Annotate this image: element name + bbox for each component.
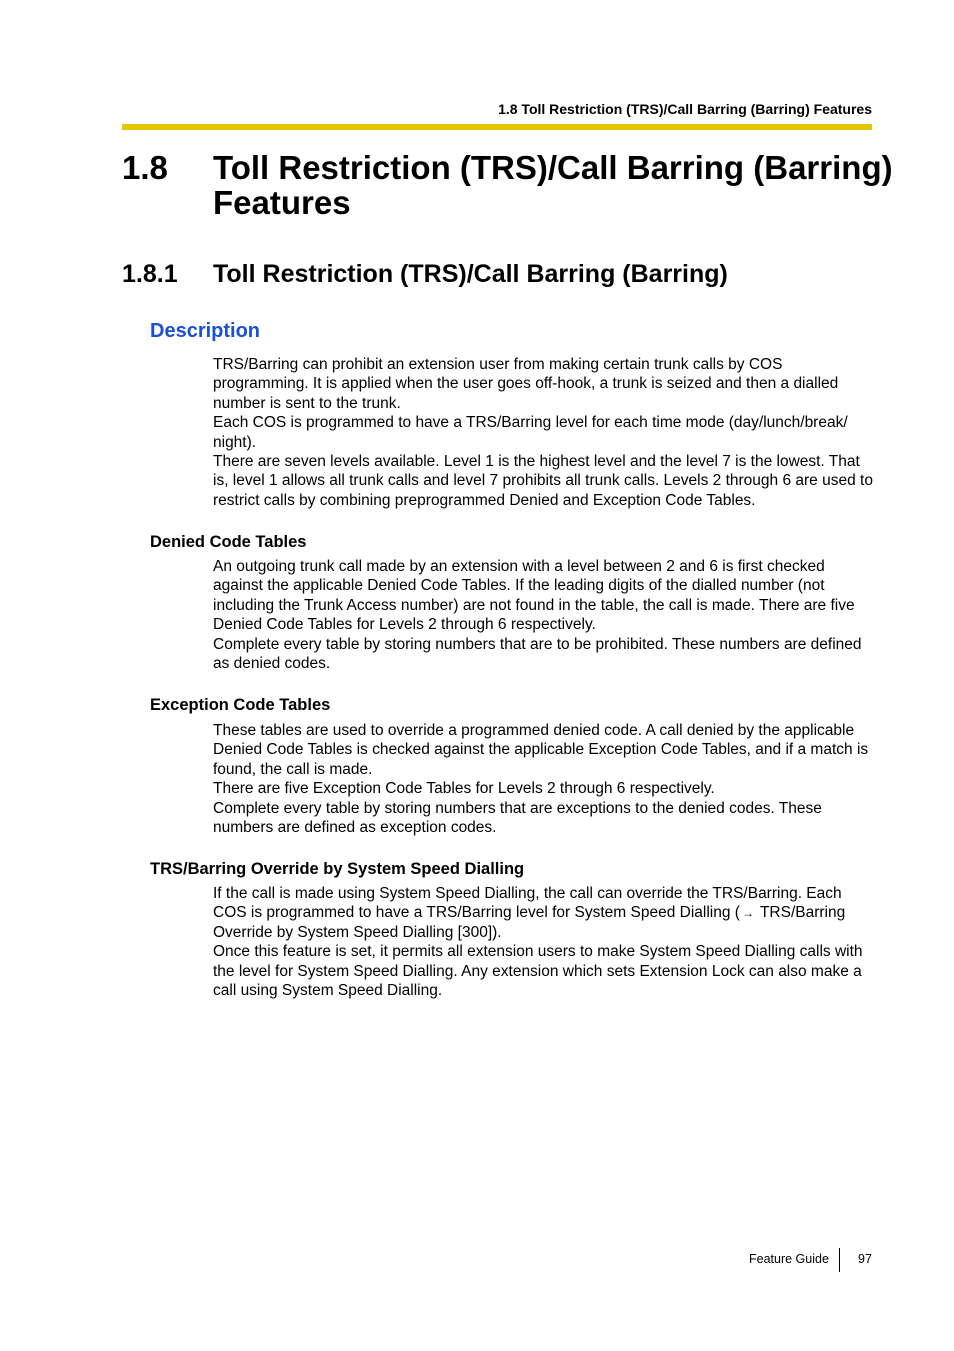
description-paragraph: TRS/Barring can prohibit an extension user from making certain trunk calls by COS programming. It is applied when the user goes off-hook, a trunk is seized and then a dialled number is sent to the trunk. <box>213 356 839 412</box>
chapter-number: 1.8 <box>122 149 168 186</box>
exception-code-tables-heading: Exception Code Tables <box>150 696 331 714</box>
cross-reference-link[interactable]: TRS/Barring Override by System Speed Dialling [300]). <box>213 904 846 942</box>
denied-code-tables-body <box>213 557 873 673</box>
override-paragraph-2: Once this feature is set, it permits all extension users to make System Speed Dialling calls with the level for System Speed Dialling. Any extension which sets Extension Lock can also make a call using System Speed Dialling. <box>213 943 863 1000</box>
section-number: 1.8.1 <box>122 260 178 288</box>
override-text-before: If the call is made using System Speed Dialling, the call can override the TRS/Barring. Each COS is programmed to have a TRS/Barring level for System Speed Dialling ( <box>213 885 842 922</box>
denied-paragraph: An outgoing trunk call made by an extension with a level between 2 and 6 is first checked against the applicable Denied Code Tables. If the leading digits of the dialled number (not including the Trunk Access number) are not found in the table, the call is made. There are five Denied Code Tables for Levels 2 through 6 respectively. <box>213 558 855 634</box>
exception-paragraph: There are five Exception Code Tables for Levels 2 through 6 respectively. <box>213 780 715 798</box>
page-number: 97 <box>858 1252 872 1266</box>
description-paragraph: There are seven levels available. Level 1 is the highest level and the level 7 is the lowest. That is, level 1 allows all trunk calls and level 7 prohibits all trunk calls. Levels 2 through 6 are used to restrict calls by combining preprogrammed Denied and Exception Code Tables. <box>213 453 873 509</box>
footer-label: Feature Guide <box>749 1252 829 1266</box>
running-header: 1.8 Toll Restriction (TRS)/Call Barring (Barring) Features <box>498 101 872 117</box>
exception-paragraph: These tables are used to override a programmed denied code. A call denied by the applicable Denied Code Tables is checked against the applicable Exception Code Tables, and if a match is found, the call is made. <box>213 722 869 778</box>
header-rule <box>122 124 872 130</box>
override-paragraph-1 <box>213 884 873 942</box>
override-heading: TRS/Barring Override by System Speed Dialling <box>150 860 525 878</box>
exception-paragraph: Complete every table by storing numbers that are exceptions to the denied codes. These numbers are defined as exception codes. <box>213 799 822 837</box>
description-paragraph: Each COS is programmed to have a TRS/Barring level for each time mode (day/lunch/break/ night). <box>213 414 848 451</box>
denied-code-tables-heading: Denied Code Tables <box>150 533 307 551</box>
description-heading: Description <box>150 320 261 342</box>
footer-separator <box>839 1248 840 1272</box>
denied-paragraph: Complete every table by storing numbers that are to be prohibited. These numbers are defined as denied codes. <box>213 635 862 673</box>
section-title: Toll Restriction (TRS)/Call Barring (Barring) <box>213 260 728 288</box>
exception-code-tables-body <box>213 721 873 837</box>
chapter-title: Toll Restriction (TRS)/Call Barring (Barring) Features <box>213 149 893 221</box>
cross-reference-arrow-icon: → <box>741 905 754 920</box>
description-body <box>213 355 873 510</box>
override-body <box>213 884 873 1001</box>
